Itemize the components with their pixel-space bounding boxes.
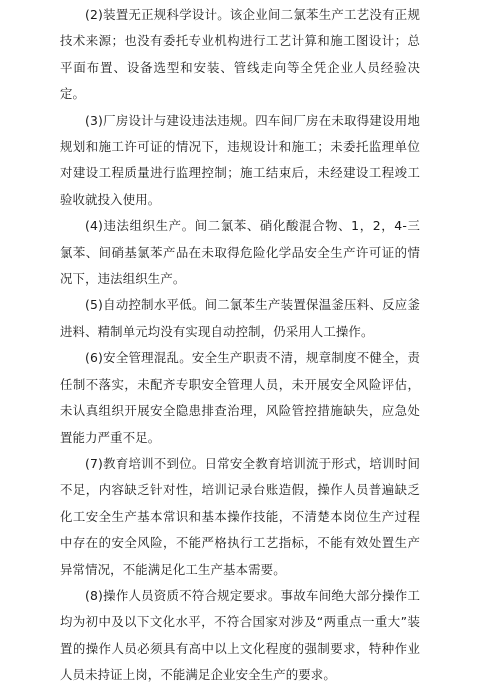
paragraph-2-no-formal-design: (2)装置无正规科学设计。该企业间二氯苯生产工艺没有正规技术来源；也没有委托专业机构进行工艺计算和施工图设计；总平面布置、设备选型和安装、管线走向等全凭企业人员经验决定。 — [60, 7, 420, 102]
paragraph-8-operator-qualification: (8)操作人员资质不符合规定要求。事故车间绝大部分操作工均为初中及以下文化水平，不符合国家对涉及“两重点一重大”装置的操作人员必须具有高中以上文化程度的强制要求，特种作业人员未持证上岗，不能满足企业安全生产的要求。 — [60, 587, 420, 683]
document-body — [60, 2, 420, 689]
paragraph-3-illegal-construction: (3)厂房设计与建设违法违规。四车间厂房在未取得建设用地规划和施工许可证的情况下，违规设计和施工；未委托监理单位对建设工程质量进行监理控制；施工结束后，未经建设工程竣工验收就投入使用。 — [60, 112, 420, 207]
paragraph-6-safety-management: (6)安全管理混乱。安全生产职责不清，规章制度不健全，责任制不落实，未配齐专职安全管理人员，未开展安全风险评估，未认真组织开展安全隐患排查治理，风险管控措施缺失，应急处置能力严重不足。 — [60, 350, 420, 445]
paragraph-5-low-automation: (5)自动控制水平低。间二氯苯生产装置保温釜压料、反应釜进料、精制单元均没有实现自动控制，仍采用人工操作。 — [60, 297, 420, 339]
paragraph-4-illegal-production: (4)违法组织生产。间二氯苯、硝化酸混合物、1，2，4-三氯苯、间硝基氯苯产品在未取得危险化学品安全生产许可证的情况下，违法组织生产。 — [60, 218, 420, 287]
paragraph-7-training: (7)教育培训不到位。日常安全教育培训流于形式，培训时间不足，内容缺乏针对性，培训记录台账造假，操作人员普遍缺乏化工安全生产基本常识和基本操作技能，不清楚本岗位生产过程中存在的安全风险，不能严格执行工艺指标，不能有效处置生产异常情况，不能满足化工生产基本需要。 — [60, 455, 420, 577]
